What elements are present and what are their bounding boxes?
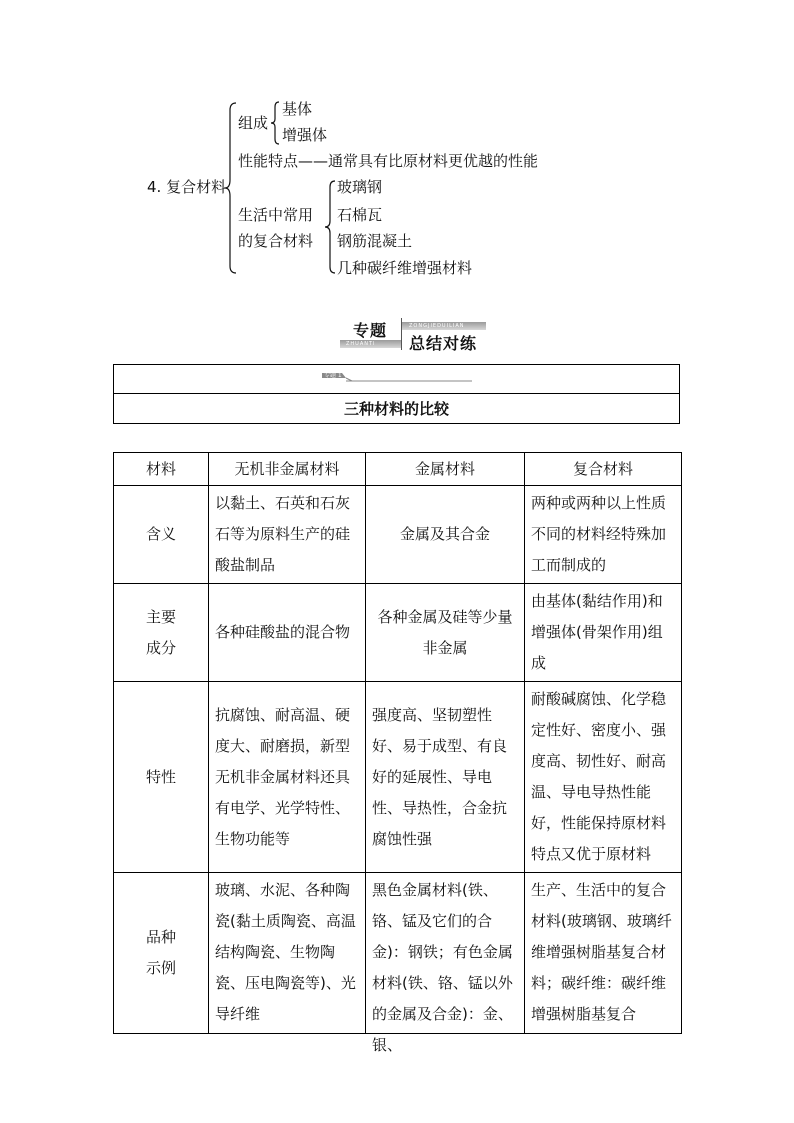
common-item: 几种碳纤维增强材料	[337, 259, 473, 277]
header-strip-bottom	[340, 340, 402, 348]
table-row	[114, 486, 682, 584]
outline-number-label: 4. 复合材料	[147, 178, 227, 196]
common-label-line2: 的复合材料	[238, 232, 314, 250]
common-label-line1: 生活中常用	[238, 206, 314, 224]
cell-text: 黑色金属材料(铁、铬、锰及它们的合金)：钢铁；有色金属材料(铁、铬、锰以外的金属及合金)：金、银、	[372, 881, 513, 1054]
composition-item: 基体	[282, 100, 313, 118]
table-cell	[525, 873, 682, 1034]
topic-tag-label: 专题 1	[324, 372, 342, 379]
table-cell: 各种硅酸盐的混合物	[209, 584, 366, 682]
table-row	[114, 682, 682, 873]
cell-text: 玻璃、水泥、各种陶瓷(黏土质陶瓷、高温结构陶瓷、生物陶瓷、压电陶瓷等)、光导纤维	[215, 881, 356, 1023]
composition-item: 增强体	[282, 126, 328, 144]
topic-divider	[114, 393, 679, 394]
table-cell: 耐酸碱腐蚀、化学稳定性好、密度小、强度高、韧性好、耐高温、导电导热性能好，性能保持原材料特点又优于原材料	[525, 682, 682, 873]
row-label: 主要成分	[114, 584, 209, 682]
composition-brace-icon	[270, 101, 280, 145]
row-label: 特性	[114, 682, 209, 873]
common-item: 石棉瓦	[337, 206, 383, 224]
header-strip-top	[401, 322, 486, 330]
table-cell: 两种或两种以上性质不同的材料经特殊加工而制成的	[525, 486, 682, 584]
composition-label: 组成	[238, 114, 269, 132]
comparison-table	[113, 452, 682, 1054]
header-cell: 无机非金属材料	[209, 453, 366, 486]
big-brace-icon	[224, 102, 238, 274]
table-cell: 各种金属及硅等少量非金属	[366, 584, 525, 682]
section-title: 专题	[353, 321, 388, 340]
header-pinyin-top: ZONGJIEDUILIAN	[409, 323, 465, 329]
table-cell: 强度高、坚韧塑性好、易于成型、有良好的延展性、导电性、导热性，合金抗腐蚀性强	[366, 682, 525, 873]
topic-tag-decoration	[322, 372, 472, 382]
header-cell: 金属材料	[366, 453, 525, 486]
table-cell: 由基体(黏结作用)和增强体(骨架作用)组成	[525, 584, 682, 682]
feature-text: 性能特点——通常具有比原材料更优越的性能	[238, 152, 539, 170]
topic-box	[113, 364, 680, 424]
topic-title: 三种材料的比较	[343, 400, 449, 418]
common-item: 玻璃钢	[337, 178, 383, 196]
table-cell	[209, 873, 366, 1034]
section-subtitle: 总结对练	[409, 334, 478, 353]
header-cell: 复合材料	[525, 453, 682, 486]
common-brace-icon	[324, 180, 336, 274]
table-row	[114, 584, 682, 682]
table-cell	[366, 873, 525, 1054]
header-cell: 材料	[114, 453, 209, 486]
row-label: 品种示例	[114, 873, 209, 1034]
table-cell: 以黏土、石英和石灰石等为原料生产的硅酸盐制品	[209, 486, 366, 584]
cell-text: 生产、生活中的复合材料(玻璃钢、玻璃纤维增强树脂基复合材料；碳纤维：碳纤维增强树脂基复合	[531, 881, 672, 1023]
header-divider	[401, 318, 402, 350]
table-row	[114, 873, 682, 1034]
table-cell: 抗腐蚀、耐高温、硬度大、耐磨损，新型无机非金属材料还具有电学、光学特性、生物功能等	[209, 682, 366, 873]
row-label: 含义	[114, 486, 209, 584]
header-pinyin-bottom: ZHUANTI	[346, 341, 376, 347]
topic-tag	[322, 372, 472, 382]
common-item: 钢筋混凝土	[337, 232, 413, 250]
table-cell: 金属及其合金	[366, 486, 525, 584]
table-header-row	[114, 453, 682, 486]
